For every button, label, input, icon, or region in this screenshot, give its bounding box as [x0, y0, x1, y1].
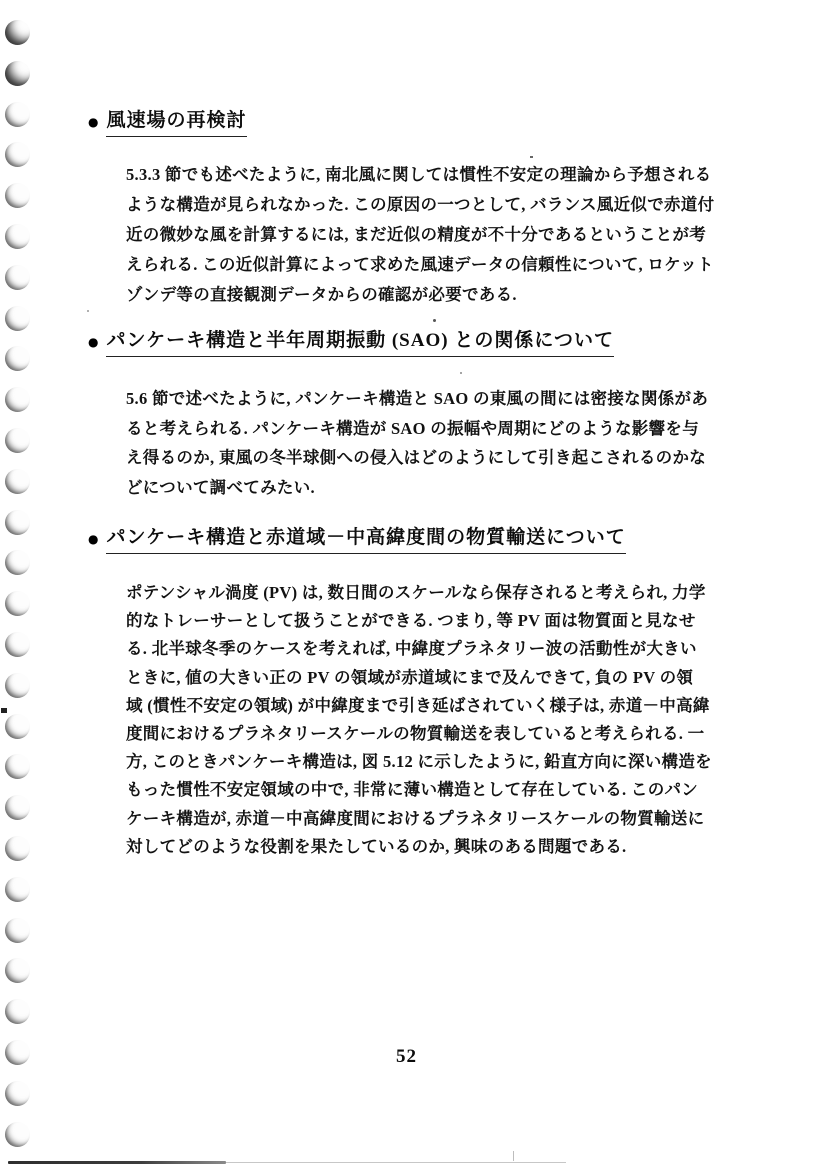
- binding-hole: [5, 102, 30, 127]
- bullet-icon: ●: [88, 335, 99, 349]
- binding-hole: [5, 20, 30, 45]
- section-heading: 風速場の再検討: [106, 110, 246, 137]
- ink-speck: [530, 156, 533, 158]
- text-line: 度間におけるプラネタリースケールの物質輸送を表していると考えられる. 一: [126, 724, 705, 744]
- binding-hole: [5, 836, 30, 861]
- section-heading: パンケーキ構造と赤道域－中高緯度間の物質輸送について: [106, 527, 625, 554]
- binding-hole: [5, 346, 30, 371]
- text-line: 方, このときパンケーキ構造は, 図 5.12 に示したように, 鉛直方向に深い構造を: [126, 752, 712, 772]
- text-line: もった慣性不安定領域の中で, 非常に薄い構造として存在している. このパン: [126, 780, 699, 800]
- paragraph: [126, 384, 709, 502]
- bullet-icon: ●: [88, 532, 99, 546]
- binding-hole: [5, 469, 30, 494]
- paragraph: [126, 579, 712, 861]
- text-line: 的なトレーサーとして扱うことができる. つまり, 等 PV 面は物質面と見なせ: [126, 611, 696, 631]
- text-line: 近の微妙な風を計算するには, まだ近似の精度が不十分であるということが考: [126, 225, 707, 244]
- text-line: る. 北半球冬季のケースを考えれば, 中緯度プラネタリー波の活動性が大きい: [126, 639, 697, 659]
- section-heading: パンケーキ構造と半年周期振動 (SAO) との関係について: [106, 330, 613, 357]
- binding-hole: [5, 591, 30, 616]
- binding-hole: [5, 754, 30, 779]
- text-line: 域 (慣性不安定の領域) が中緯度まで引き延ばされていく様子は, 赤道－中高緯: [126, 695, 710, 715]
- ink-speck: [513, 1151, 514, 1161]
- binding-hole: [5, 918, 30, 943]
- text-line: ゾンデ等の直接観測データからの確認が必要である.: [126, 285, 517, 304]
- binding-hole: [5, 632, 30, 657]
- text-line: ときに, 値の大きい正の PV の領域が赤道域にまで及んできて, 負の PV の領: [126, 667, 694, 687]
- text-line: ケーキ構造が, 赤道－中高緯度間におけるプラネタリースケールの物質輸送に: [126, 808, 705, 828]
- section-header-2: [88, 330, 614, 357]
- binding-hole: [5, 428, 30, 453]
- binding-hole: [5, 999, 30, 1024]
- binding-hole: [5, 673, 30, 698]
- binding-hole: [5, 795, 30, 820]
- binding-holes: [0, 0, 60, 1167]
- ink-speck: [1, 708, 7, 713]
- ink-speck: [460, 372, 462, 374]
- binding-hole: [5, 1081, 30, 1106]
- binding-hole: [5, 224, 30, 249]
- section-header-3: [88, 527, 626, 554]
- text-line: えられる. この近似計算によって求めた風速データの信頼性について, ロケット: [126, 255, 714, 274]
- binding-hole: [5, 510, 30, 535]
- binding-hole: [5, 877, 30, 902]
- ink-speck: [433, 319, 436, 322]
- binding-hole: [5, 714, 30, 739]
- text-line: 対してどのような役割を果たしているのか, 興味のある問題である.: [126, 836, 627, 856]
- text-line: ポテンシャル渦度 (PV) は, 数日間のスケールなら保存されると考えられ, 力学: [126, 583, 706, 602]
- binding-hole: [5, 1122, 30, 1147]
- scan-edge-line: [8, 1161, 226, 1164]
- binding-hole: [5, 387, 30, 412]
- binding-hole: [5, 142, 30, 167]
- binding-hole: [5, 61, 30, 86]
- binding-hole: [5, 265, 30, 290]
- paragraph: [126, 160, 715, 310]
- binding-hole: [5, 550, 30, 575]
- bullet-icon: ●: [88, 115, 99, 129]
- binding-hole: [5, 1040, 30, 1065]
- section-header-1: [88, 110, 247, 137]
- text-line: 5.3.3 節でも述べたように, 南北風に関しては慣性不安定の理論から予想される: [126, 165, 712, 184]
- binding-hole: [5, 183, 30, 208]
- page-number: 52: [396, 1046, 417, 1067]
- scan-edge-line-faint: [226, 1162, 566, 1163]
- text-line: ると考えられる. パンケーキ構造が SAO の振幅や周期にどのような影響を与: [126, 418, 699, 438]
- text-line: 5.6 節で述べたように, パンケーキ構造と SAO の東風の間には密接な関係があ: [126, 389, 709, 408]
- binding-hole: [5, 958, 30, 983]
- text-line: どについて調べてみたい.: [126, 477, 315, 497]
- binding-hole: [5, 306, 30, 331]
- ink-speck: [87, 310, 89, 312]
- text-line: え得るのか, 東風の冬半球側への侵入はどのようにして引き起こされるのかな: [126, 448, 707, 467]
- text-line: ような構造が見られなかった. この原因の一つとして, バランス風近似で赤道付: [126, 195, 715, 214]
